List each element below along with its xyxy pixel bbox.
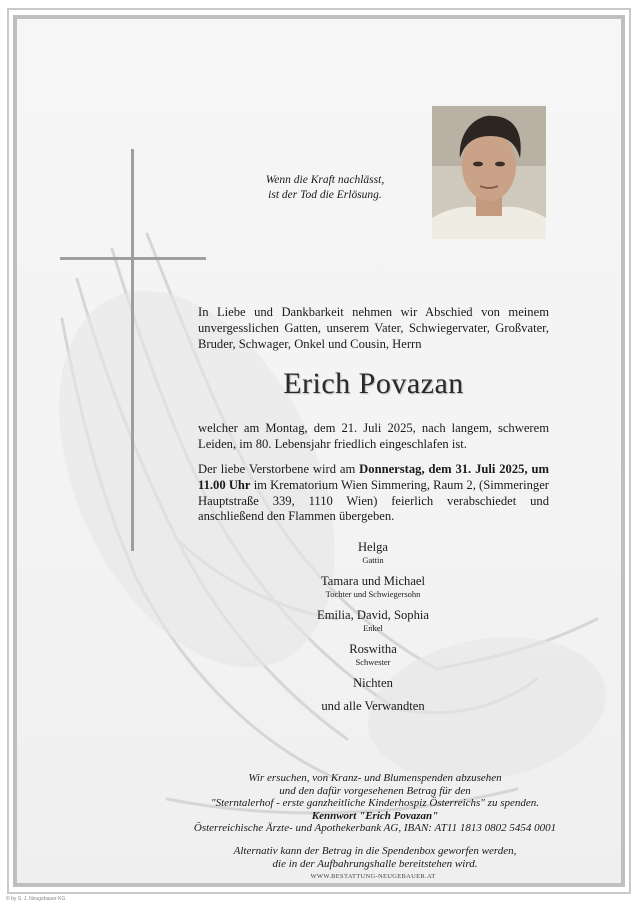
mourner-name: Tamara und Michael <box>320 574 426 588</box>
death-notice: welcher am Montag, dem 21. Juli 2025, nach langem, schwerem Leiden, im 80. Lebensjahr friedlich eingeschlafen ist. <box>198 421 549 451</box>
intro-text: In Liebe und Dankbarkeit nehmen wir Abschied von meinem unvergesslichen Gatten, unserem Vater, Schwiegervater, Großvater, Bruder, Schwager, Onkel und Cousin, Herrn <box>198 305 549 351</box>
donation-alternative: Alternativ kann der Betrag in die Spendenbox geworfen werden, <box>233 844 517 857</box>
funeral-details: im Krematorium Wien Simmering, Raum 2, (Simmeringer Hauptstraße 339, 1110 Wien) feierlich verabschiedet und anschließend den Flammen übergeben. <box>198 477 549 524</box>
mourner-relation: Enkel <box>363 623 383 633</box>
funeral-notice <box>198 462 549 525</box>
donation-line: und den dafür vorgesehenen Betrag für den <box>279 784 471 797</box>
bank-details: Österreichische Ärzte- und Apothekerbank AG, IBAN: AT11 1813 0802 5454 0001 <box>193 822 557 835</box>
quote-line: ist der Tod die Erlösung. <box>268 189 382 201</box>
mourner-name: und alle Verwandten <box>321 699 425 713</box>
quote-line: Wenn die Kraft nachlässt, <box>265 174 385 186</box>
mourner-name: Helga <box>357 540 389 554</box>
portrait-photo <box>432 106 546 239</box>
mourner-name: Nichten <box>353 676 393 690</box>
mourner-relation: Tochter und Schwiegersohn <box>325 589 421 599</box>
funeral-prefix: Der liebe Verstorbene wird am <box>198 462 360 476</box>
funeral-time: um 11.00 Uhr <box>198 462 549 492</box>
deceased-name: Erich Povazan <box>283 367 464 400</box>
donation-notice <box>190 772 560 870</box>
imprint: © by S. J. Neugebauer KG <box>6 896 66 902</box>
portrait-figure <box>432 106 546 239</box>
donation-line: "Sterntalerhof - erste ganzheitliche Kinderhospiz Österreichs" zu spenden. <box>210 797 539 810</box>
donation-line: Wir ersuchen, von Kranz- und Blumenspenden abzusehen <box>248 772 502 784</box>
mourner-relation: Schwester <box>355 657 391 667</box>
mourner-relation: Gattin <box>362 555 384 565</box>
mourners-list <box>280 540 466 714</box>
cross-horizontal-beam <box>60 257 206 260</box>
donation-keyword: Kennwort "Erich Povazan" <box>311 809 439 822</box>
memorial-quote <box>250 173 400 203</box>
donation-alternative: die in der Aufbahrungshalle bereitstehen wird. <box>272 857 478 870</box>
cross-vertical-beam <box>131 149 134 551</box>
funeral-date: Donnerstag, dem 31. Juli 2025, <box>359 462 528 476</box>
mourner-name: Roswitha <box>349 642 397 656</box>
funeral-home-website: WWW.BESTATTUNG-NEUGEBAUER.AT <box>310 873 436 880</box>
mourner-name: Emilia, David, Sophia <box>317 608 429 622</box>
